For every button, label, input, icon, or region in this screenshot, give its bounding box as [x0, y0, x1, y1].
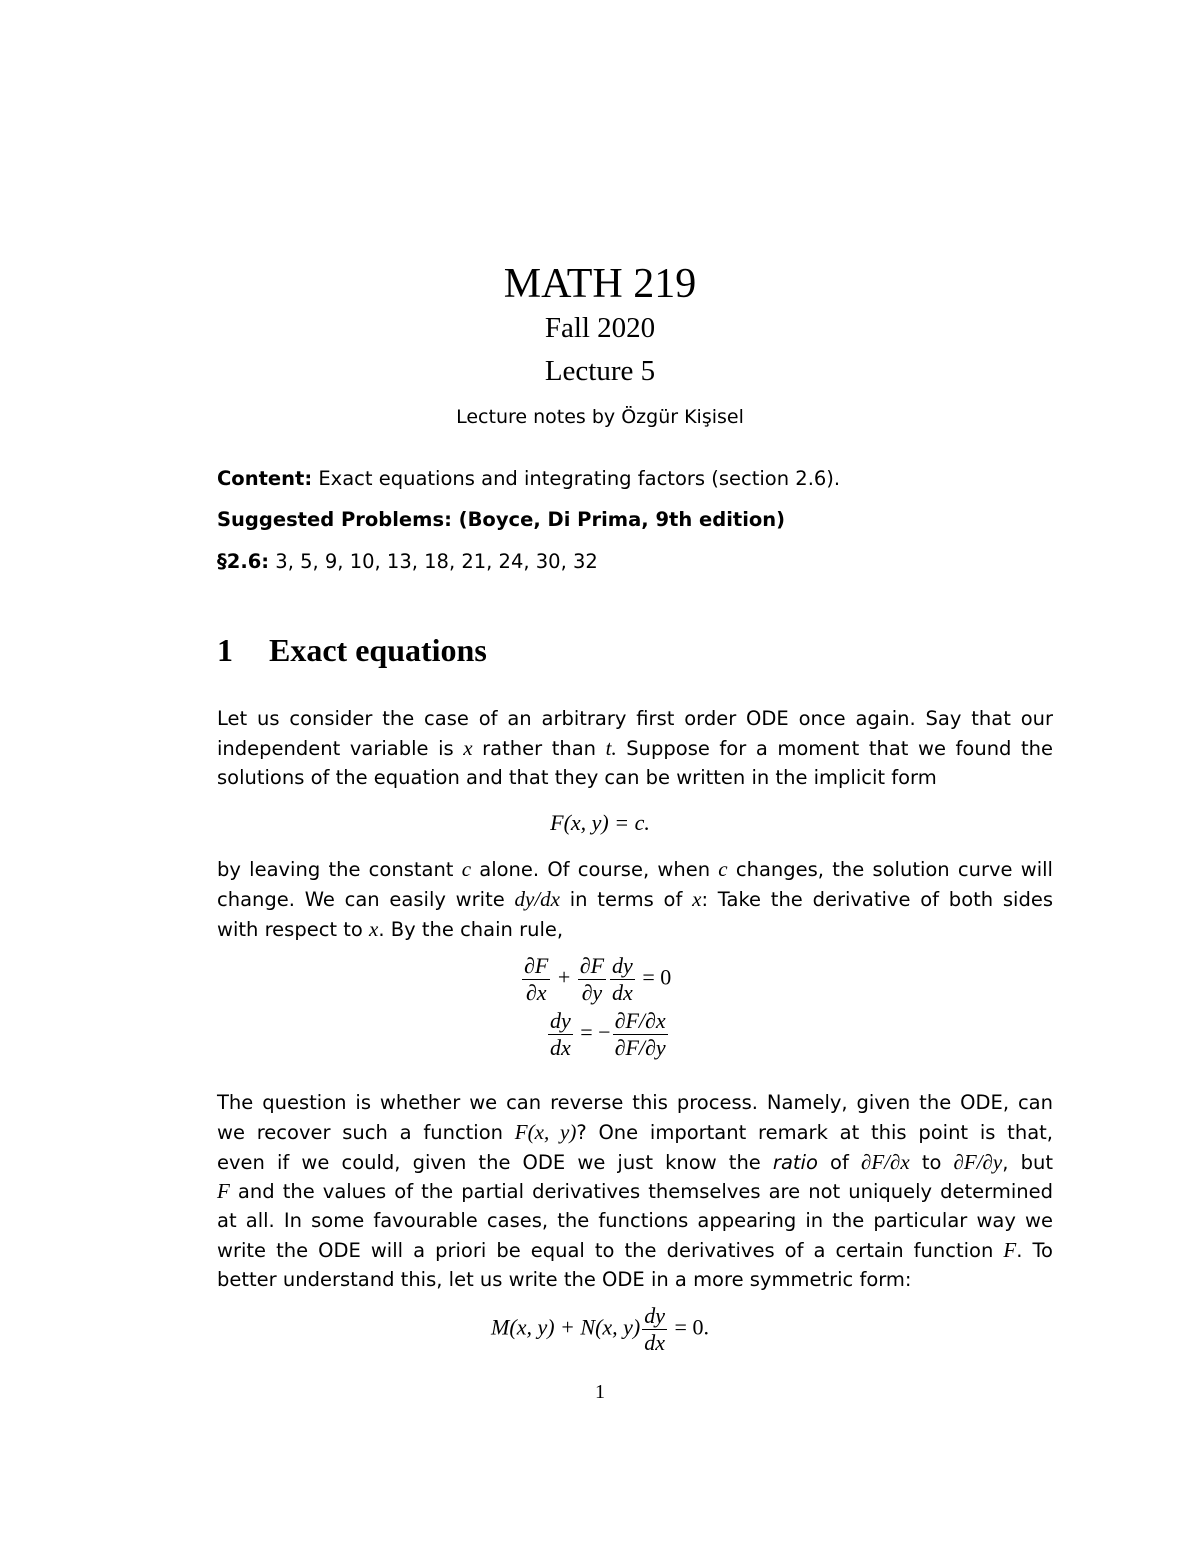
term: Fall 2020 — [544, 312, 656, 344]
chain-rule-row-2: $\frac{dy}{dx}$ = − $\frac{\partial F/\partial x}{\partial F/\partial y}$ — [550, 1008, 666, 1060]
para1-line-3: solutions of the equation and that they can be written in the implicit form — [217, 765, 937, 789]
section-number: 1 — [217, 632, 233, 668]
content-label: Content: — [217, 467, 313, 490]
fraction-dF-dy: $\frac{\partial F}{\partial y}$ — [579, 953, 605, 1005]
para1-line-2: independent variable is x rather than t. Suppose for a moment that we found the — [217, 735, 1054, 760]
fraction-dy-dx: $\frac{dy}{dx}$ — [612, 953, 633, 1005]
paragraph-3 — [217, 1089, 1053, 1295]
para3-line-1: The question is whether we can reverse this process. Namely, given the ODE, can — [217, 1091, 1053, 1114]
equation-implicit-form: F(x, y) = c. — [550, 810, 650, 835]
section-title: Exact equations — [269, 632, 487, 668]
author-line: Lecture notes by Özgür Kişisel — [456, 406, 744, 428]
problems-heading-text: Suggested Problems: (Boyce, Di Prima, 9th edition) — [217, 508, 786, 531]
problems-heading — [217, 506, 785, 534]
para2-line-3: with respect to x. By the chain rule, — [217, 916, 564, 941]
para3-line-7: better understand this, let us write the ODE in a more symmetric form: — [217, 1267, 912, 1291]
equation-chain-rule — [520, 953, 740, 1061]
fraction-partial-ratio: $\frac{\partial F/\partial x}{\partial F/\partial y}$ — [614, 1008, 666, 1060]
lecture-number: Lecture 5 — [544, 355, 656, 387]
fraction-dy-dx-2: $\frac{dy}{dx}$ — [550, 1008, 571, 1060]
para3-line-2: we recover such a function F(x, y)? One important remark at this point is that, — [217, 1119, 1053, 1144]
content-text: Exact equations and integrating factors (section 2.6). — [318, 467, 841, 490]
paragraph-1 — [217, 705, 1053, 792]
course-title: MATH 219 — [503, 261, 697, 307]
para3-line-5: at all. In some favourable cases, the functions appearing in the particular way we — [217, 1209, 1053, 1233]
equation-symmetric-form: M(x, y) + N(x, y) $\frac{dy}{dx}$ = 0. — [491, 1303, 709, 1355]
section-heading — [217, 630, 487, 670]
problem-list — [217, 548, 598, 576]
section-ref-label: §2.6: — [217, 550, 270, 573]
para2-line-1: by leaving the constant c alone. Of course, when c changes, the solution curve will — [217, 857, 1053, 881]
fraction-dy-dx-3: $\frac{dy}{dx}$ — [644, 1303, 666, 1355]
problem-numbers: 3, 5, 9, 10, 13, 18, 21, 24, 30, 32 — [275, 550, 598, 573]
fraction-dF-dx: $\frac{\partial F}{\partial x}$ — [524, 953, 549, 1005]
para1-line-1: Let us consider the case of an arbitrary first order ODE once again. Say that our — [217, 707, 1053, 730]
para3-line-3: even if we could, given the ODE we just know the ratio of ∂F/∂x to ∂F/∂y, but — [217, 1149, 1053, 1174]
para3-line-6: write the ODE will a priori be equal to the derivatives of a certain function F. To — [217, 1237, 1053, 1262]
chain-rule-row-1: $\frac{\partial F}{\partial x}$ + $\frac{\partial F}{\partial y}$ $\frac{dy}{dx}$ = 0 — [524, 953, 672, 1005]
paragraph-2 — [217, 855, 1053, 944]
para2-line-2: change. We can easily write dy/dx in terms of x: Take the derivative of both sides — [217, 886, 1054, 911]
para3-line-4: F and the values of the partial derivatives themselves are not uniquely determined — [217, 1179, 1053, 1204]
content-line — [217, 465, 840, 493]
page-number: 1 — [595, 1381, 605, 1403]
